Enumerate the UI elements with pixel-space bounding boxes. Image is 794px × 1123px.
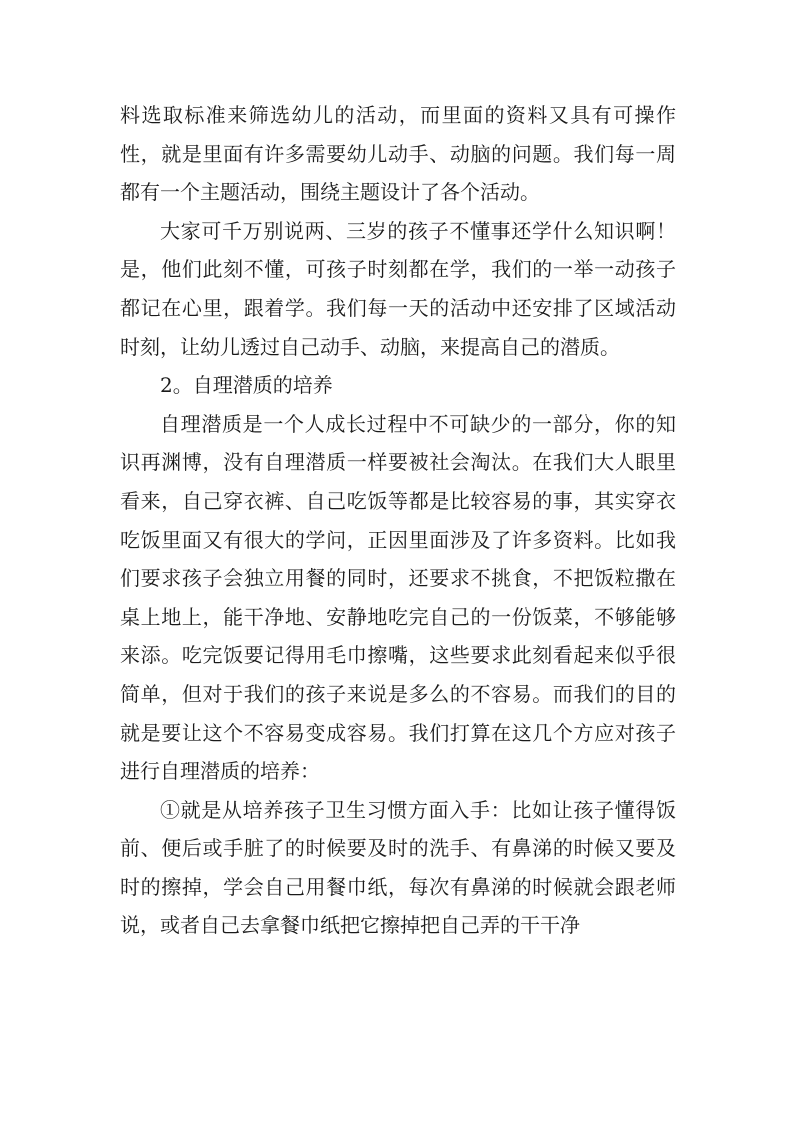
paragraph-activity-selection: 料选取标准来筛选幼儿的活动，而里面的资料又具有可操作性，就是里面有许多需要幼儿动手、动脑的问题。我们每一周都有一个主题活动，围绕主题设计了各个活动。 xyxy=(120,103,676,205)
section-heading-self-care: 2。自理潜质的培养 xyxy=(160,373,333,398)
document-body xyxy=(120,96,676,945)
paragraph-hygiene-habits: ①就是从培养孩子卫生习惯方面入手：比如让孩子懂得饭前、便后或手脏了的时候要及时的洗手、有鼻涕的时候又要及时的擦掉，学会自己用餐巾纸，每次有鼻涕的时候就会跟老师说，或者自己去拿餐巾纸把它擦掉把自己弄的干干净 xyxy=(120,797,676,938)
paragraph-self-care-ability: 自理潜质是一个人成长过程中不可缺少的一部分，你的知识再渊博，没有自理潜质一样要被社会淘汰。在我们大人眼里看来，自己穿衣裤、自己吃饭等都是比较容易的事，其实穿衣吃饭里面又有很大的学问，正因里面涉及了许多资料。比如我们要求孩子会独立用餐的同时，还要求不挑食，不把饭粒撒在桌上地上，能干净地、安静地吃完自己的一份饭菜，不够能够来添。吃完饭要记得用毛巾擦嘴，这些要求此刻看起来似乎很简单，但对于我们的孩子来说是多么的不容易。而我们的目的就是要让这个不容易变成容易。我们打算在这几个方应对孩子进行自理潜质的培养： xyxy=(120,411,676,784)
paragraph-toddlers-learning: 大家可千万别说两、三岁的孩子不懂事还学什么知识啊！是，他们此刻不懂，可孩子时刻都在学，我们的一举一动孩子都记在心里，跟着学。我们每一天的活动中还安排了区域活动时刻，让幼儿透过自己动手、动脑，来提高自己的潜质。 xyxy=(120,218,676,359)
